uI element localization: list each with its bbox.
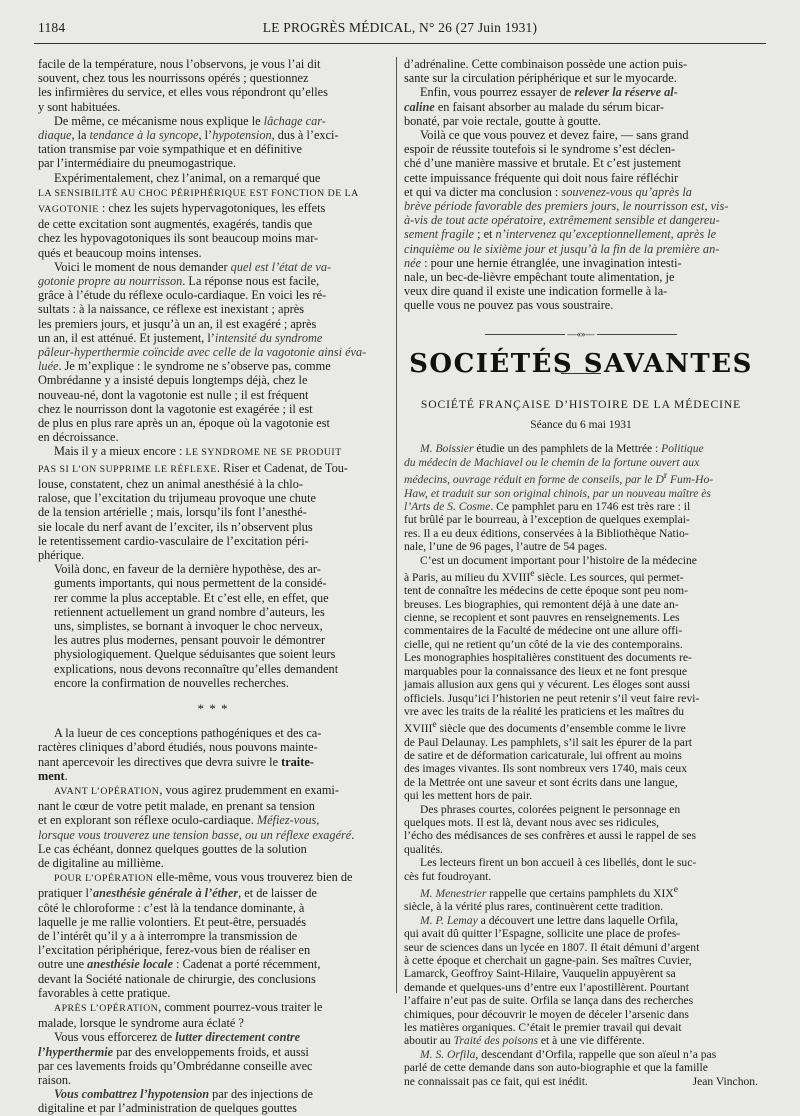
paragraph-pour-operation: POUR L’OPÉRATION elle-même, vous vous trouverez bien de pratiquer l’anesthésie générale à l’éther, et de laisser de côté le chloroforme : c’est là la tendance dominante, à laquelle je me rallie volontiers. Et peut-être, persuadés de l’intérêt qu’il y a à interrompre la transmission de l’excitation périphérique, ferez-vous bien de réaliser en outre une anesthésie locale : Cadenat a porté récemment, devant la Société nationale de chirurgie, des conclusions favorables à cette pratique. — [38, 870, 353, 1000]
paragraph-experimentalement: Expérimentalement, chez l’animal, on a remarqué que LA SENSIBILITÉ AU CHOC PÉRIPHÉRIQUE EST FONCTION DE LA VAGOTONIE : chez les sujets hypervagotoniques, les effets de cette excitation sont augmentés, exagérés, tandis que chez les hypovagotoniques ils sont beaucoup moins mar- qués et beaucoup moins intenses. — [38, 170, 359, 260]
paragraph-hypotension: Vous combattrez l’hypotension par des injections de digitaline et par l’administration de quelques gouttes — [38, 1087, 313, 1116]
society-report — [404, 442, 758, 1088]
paragraph-hyperthermie: Vous vous efforcerez de lutter directement contre l’hyperthermie par des enveloppements froids, et aussi par ces lavements froids qu’Ombrédanne conseille avec raison. — [38, 1030, 313, 1088]
report-lemay: M. P. Lemay a découvert une lettre dans laquelle Orfila, qui avait dû quitter l’Espagne, sollicite une place de profes- seur de sciences dans un lycée en 1807. Il était démuni d’argent à cette époque et cherchait un gagne-pain. Ses maîtres Cuvier, Lamarck, Geoffroy Saint-Hilaire, Vauquelin appuyèrent sa demande et quelques-uns d’entre eux l’apostillèrent. Pourtant l’affaire n’eut pas de suite. Orfila se lança dans des recherches chimiques, pour découvrir le moyen de déceler l’arsenic dans les matières organiques. C’était le premier travail qui devait aboutir au Traité des poisons et à une vie différente. — [404, 913, 700, 1048]
running-header — [38, 20, 762, 38]
paragraph-reflexe: Mais il y a mieux encore : LE SYNDROME NE SE PRODUIT PAS SI L’ON SUPPRIME LE RÉFLEXE. Riser et Cadenat, de Tou- louse, constatent, chez un animal anesthésié à la chlo- ralose, que l’excitation du trijumeau provoque une chute de la tension artérielle ; mais, lorsqu’ils font l’anesthé- sie locale du nerf avant de l’exciter, ils n’observent plus le retentissement cardio-vasculaire de l’excitation péri- phérique. — [38, 444, 348, 562]
paragraph-temperature: facile de la température, nous l’observons, je vous l’ai dit souvent, chez tous les nourrissons opérés ; questionnez les infirmières du service, et elles vous répondront qu’elles y sont habituées. — [38, 57, 328, 114]
column-divider — [396, 57, 397, 993]
paragraph-avant-operation: AVANT L’OPÉRATION, vous agirez prudemment en exami- nant le cœur de votre petit malade, en prenant sa tension et en explorant son réflexe oculo-cardiaque. Méfiez-vous, lorsque vous trouverez une tension basse, ou un réflexe exagéré. Le cas échéant, donnez quelques gouttes de la solution de digitaline au millième. — [38, 782, 355, 870]
paragraph-vagotonie: Voici le moment de nous demander quel est l’état de va- gotonie propre au nourrisson. La réponse nous est facile, grâce à l’étude du réflexe oculo-cardiaque. En voici les ré- sultats : à la naissance, ce réflexe est inexistant ; après les premiers jours, et jusqu’à un an, il est exagéré ; après un an, il est atténué. Et justement, l’intensité du syndrome pâleur-hyperthermie coïncide avec celle de la vagotonie ainsi éva- luée. Je m’explique : le syndrome ne s’observe pas, comme Ombrédanne y a insisté depuis longtemps déjà, chez le nouveau-né, dont la vagotonie est nulle ; il est fréquent chez le nourrisson dont la vagotonie est exagérée ; il est de plus en plus rare après un an, époque où la vagotonie est en décroissance. — [38, 259, 367, 445]
left-column — [38, 57, 388, 1116]
paragraph-reserve-alcaline: Enfin, vous pourrez essayer de relever la réserve al- caline en faisant absorber au malade du sérum bicar- bonaté, par voie rectale, goutte à goutte. — [404, 85, 678, 128]
paragraph-directives: A la lueur de ces conceptions pathogéniques et des ca- ractères cliniques d’abord étudiés, nous pouvons mainte- nant apercevoir les directives que devra suivre le traite- ment. — [38, 726, 322, 783]
society-heading: SOCIÉTÉ FRANÇAISE D’HISTOIRE DE LA MÉDECINE — [420, 398, 742, 412]
report-boissier: M. Boissier étudie un des pamphlets de la Mettrée : Politique du médecin de Machiavel ou le chemin de la fortune ouvert aux médecins, ouvrage réduit en forme de conseils, par le $D^r$ Fum-Ho- Haw, et traduit sur son original chinois, par un nouveau maître ès l’Arts de S. Cosme. Ce pamphlet paru en 1746 est très rare : il fut brûlé par le bourreau, à l’exception de quelques exemplai- res. Il a eu deux éditions, conservées à la Bibliothèque Natio- nale, l’une de 96 pages, l’autre de 54 pages. — [404, 442, 714, 554]
author-signature: Jean Vinchon. — [692, 1074, 758, 1088]
paragraph-hypothese: Voilà donc, en faveur de la dernière hypothèse, des ar- guments importants, qui nous permettent de la considé- rer comme la plus acceptable. Et c’est elle, en effet, que retiennent actuellement un grand nombre d’auteurs, les uns, simplistes, se bornant à invoquer le choc nerveux, les autres plus modernes, pensant pouvoir le démontrer physiologiquement. Quelque séduisantes que soient leurs explications, nous devons reconnaître qu’elles demandent encore la confirmation de nouvelles recherches. — [54, 562, 339, 690]
header-rule — [34, 43, 766, 44]
section-title: SOCIÉTÉS SAVANTES — [409, 348, 753, 379]
report-orfila: M. S. Orfila, descendant d’Orfila, rappelle que son aïeul n’a pas parlé de cette demande dans son auto-biographie et que la famille ne connaissait pas ce fait, qui est inédit. Jean Vinchon. — [404, 1047, 758, 1088]
running-title: LE PROGRÈS MÉDICAL, N° 26 (27 Juin 1931) — [262, 20, 538, 35]
paragraph-conclusion: Voilà ce que vous pouvez et devez faire, — sans grand espoir de réussite toutefois si le syndrome s’est déclen- ché d’une manière massive et brutale. Et c’est justement cette impuissance fréquente qui doit nous faire réfléchir et qui va dicter ma conclusion : souvenez-vous qu’après la brève période favorable des premiers jours, le nourrisson est, vis- à-vis de tout acte opératoire, extrêmement sensible et dangereu- sement fragile ; et n’intervenez qu’exceptionnellement, après le cinquième ou le sixième jour et jusqu’à la fin de la première an- née : pour une hernie étranglée, une invagination intesti- nale, un bec-de-lièvre empêchant toute alimentation, je veux dire quand il existe une indication formelle à la- quelle vous ne pouvez pas vous soustraire. — [404, 128, 729, 313]
report-menestrier: M. Menestrier rappelle que certains pamphlets du XIXe siècle, à la vérité plus rares, continuèrent cette tradition. — [404, 884, 678, 914]
asterism: * * * — [197, 700, 229, 716]
report-lecteurs: Les lecteurs firent un bon accueil à ces libellés, dont le suc- cès fut foudroyant. — [404, 856, 697, 883]
seance-date: Séance du 6 mai 1931 — [530, 419, 632, 432]
right-column — [404, 57, 758, 1088]
report-document: C’est un document important pour l’histoire de la médecine à Paris, au milieu du XVIIIe siècle. Les sources, qui permet- tent de connaître les médecins de cette époque sont peu nom- breuses. Les biographies, qui remontent déjà à une date an- cienne, se recopient et sont pauvres en renseignements. Les commentaires de la Faculté de médecine ont une allure offi- cielle, qui ne retient qu’un côté de la vie des contemporains. Les monographies hospitalières constituent des documents re- marquables pour la connaissance des lieux et ne font presque jamais allusion aux gens qui y vécurent. Les éloges sont aussi officiels. Jusqu’ici l’historien ne peut retenir s’il veut faire revi- vre avec les traits de la réalité les praticiens et les maîtres du XVIIIe siècle que des documents d’ensemble comme le livre de Paul Delaunay. Les pamphlets, s’il sait les épurer de la part de satire et de déformation caricaturale, lui offrent au moins des images vivantes. Ils sont nombreux vers 1740, mais ceux de la Mettrée ont une saveur et sont écrits dans une langue, qui les mettent hors de pair. — [404, 553, 700, 803]
paragraph-mecanisme: De même, ce mécanisme nous explique le lâchage car- diaque, la tendance à la syncope, l’hypotension, dus à l’exci- tation transmise par voie sympathique et en définitive par l’intermédiaire du pneumogastrique. — [38, 113, 339, 171]
paragraph-adrenaline: d’adrénaline. Cette combinaison possède une action puis- sante sur la circulation périphérique et sur le myocarde. — [404, 57, 688, 86]
page-number: 1184 — [38, 20, 66, 35]
section-ornament: —«»— — [404, 327, 758, 341]
paragraph-apres-operation: APRÈS L’OPÉRATION, comment pourrez-vous traiter le malade, lorsque le syndrome aura éclaté ? — [38, 1000, 323, 1031]
report-phrases: Des phrases courtes, colorées peignent le personnage en quelques mots. Il est là, devant nous avec ses ridicules, l’écho des médisances de ses confrères et aussi le rappel de ses qualités. — [404, 802, 696, 856]
